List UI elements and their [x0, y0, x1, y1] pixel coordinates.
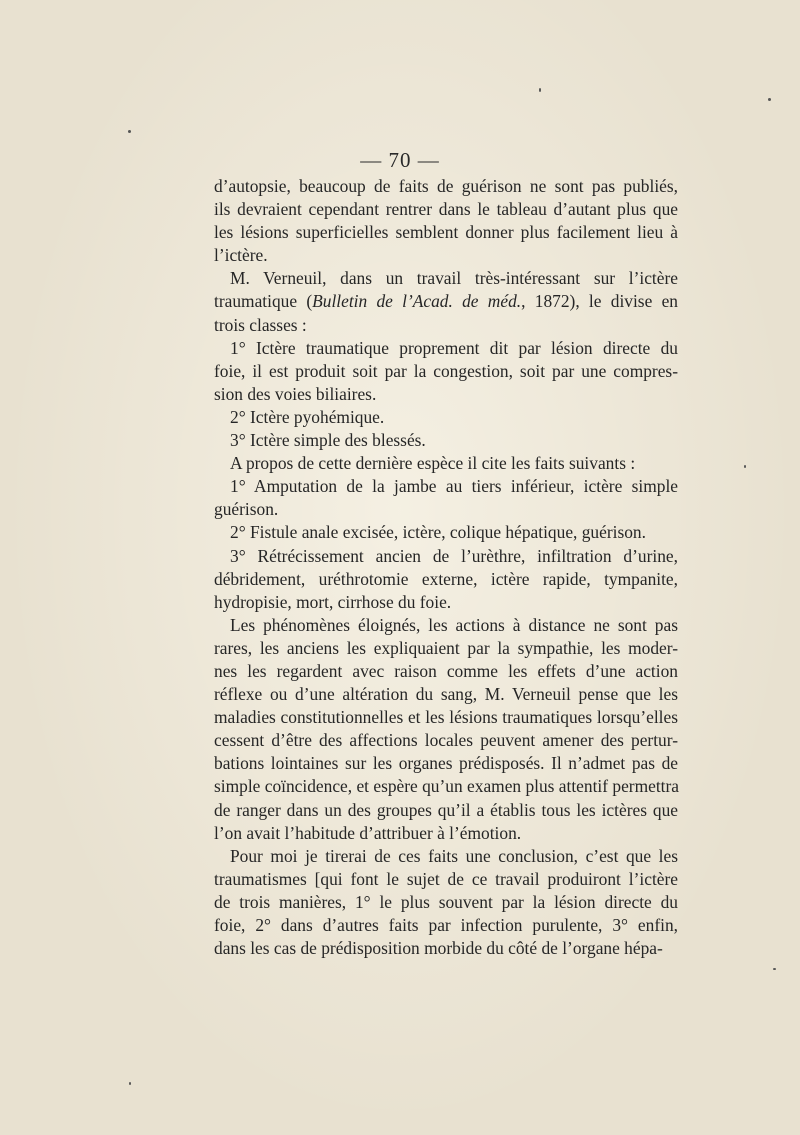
text-line: débridement, uréthrotomie externe, ictère rapide, tympanite,: [214, 568, 678, 589]
paper-speck: [129, 1082, 131, 1085]
text-line: maladies constitutionnelles et les lésions traumatiques lorsqu’elles: [214, 707, 678, 728]
text-line: Les phénomènes éloignés, les actions à distance ne sont pas: [230, 614, 678, 635]
text-line: A propos de cette dernière espèce il cite les faits suivants :: [230, 453, 636, 474]
text-line: hydropisie, mort, cirrhose du foie.: [214, 591, 452, 612]
page-number: — 70 —: [360, 148, 440, 172]
text-segment: traumatique (: [214, 291, 313, 312]
paper-speck: [768, 98, 771, 101]
text-line: dans les cas de prédisposition morbide du côté de l’organe hépa-: [214, 938, 663, 959]
text-line: 2° Fistule anale excisée, ictère, colique hépatique, guérison.: [230, 522, 646, 543]
text-line: l’on avait l’habitude d’attribuer à l’émotion.: [214, 822, 522, 843]
text-line: réflexe ou d’une altération du sang, M. Verneuil pense que les: [214, 684, 678, 705]
text-line: nes les regardent avec raison comme les effets d’une action: [214, 660, 678, 681]
text-segment: , 1872), le divise en: [521, 291, 678, 312]
text-line: 2° Ictère pyohémique.: [230, 406, 385, 427]
text-line: ils devraient cependant rentrer dans le tableau d’autant plus que: [214, 199, 678, 220]
citation-italic: Bulletin de l’Acad. de méd.: [312, 291, 522, 312]
text-line: 1° Ictère traumatique proprement dit par lésion directe du: [230, 337, 678, 358]
text-line: 1° Amputation de la jambe au tiers inférieur, ictère simple: [230, 476, 678, 497]
text-line: d’autopsie, beaucoup de faits de guérison ne sont pas publiés,: [214, 176, 678, 196]
paper-speck: [744, 465, 746, 468]
paper-speck: [128, 130, 131, 133]
text-line: de trois manières, 1° le plus souvent par la lésion directe du: [214, 891, 678, 912]
text-line: M. Verneuil, dans un travail très-intéressant sur l’ictère: [230, 268, 678, 289]
text-line: cessent d’être des affections locales peuvent amener des pertur-: [214, 730, 678, 751]
text-line: l’ictère.: [214, 245, 268, 266]
text-line: simple coïncidence, et espère qu’un examen plus attentif permettra: [214, 776, 680, 797]
paper-speck: [773, 968, 776, 970]
text-line: trois classes :: [214, 314, 307, 335]
text-line: [214, 290, 678, 313]
text-line: traumatismes [qui font le sujet de ce travail produiront l’ictère: [214, 868, 678, 889]
text-line: rares, les anciens les expliquaient par la sympathie, les moder-: [214, 637, 678, 658]
text-line: de ranger dans un des groupes qu’il a établis tous les ictères que: [214, 799, 678, 820]
text-line: Pour moi je tirerai de ces faits une conclusion, c’est que les: [230, 845, 678, 866]
text-line: sion des voies biliaires.: [214, 383, 377, 404]
text-line: bations lointaines sur les organes prédisposés. Il n’admet pas de: [214, 753, 678, 774]
paper-speck: [539, 88, 541, 92]
text-line: foie, 2° dans d’autres faits par infection purulente, 3° enfin,: [214, 915, 678, 935]
text-line: guérison.: [214, 499, 279, 520]
text-line: foie, il est produit soit par la congestion, soit par une compres-: [214, 360, 678, 381]
body-text: [214, 175, 678, 960]
text-line: 3° Ictère simple des blessés.: [230, 430, 426, 451]
text-line: 3° Rétrécissement ancien de l’urèthre, infiltration d’urine,: [230, 545, 678, 566]
text-line: les lésions superficielles semblent donner plus facilement lieu à: [214, 222, 678, 243]
